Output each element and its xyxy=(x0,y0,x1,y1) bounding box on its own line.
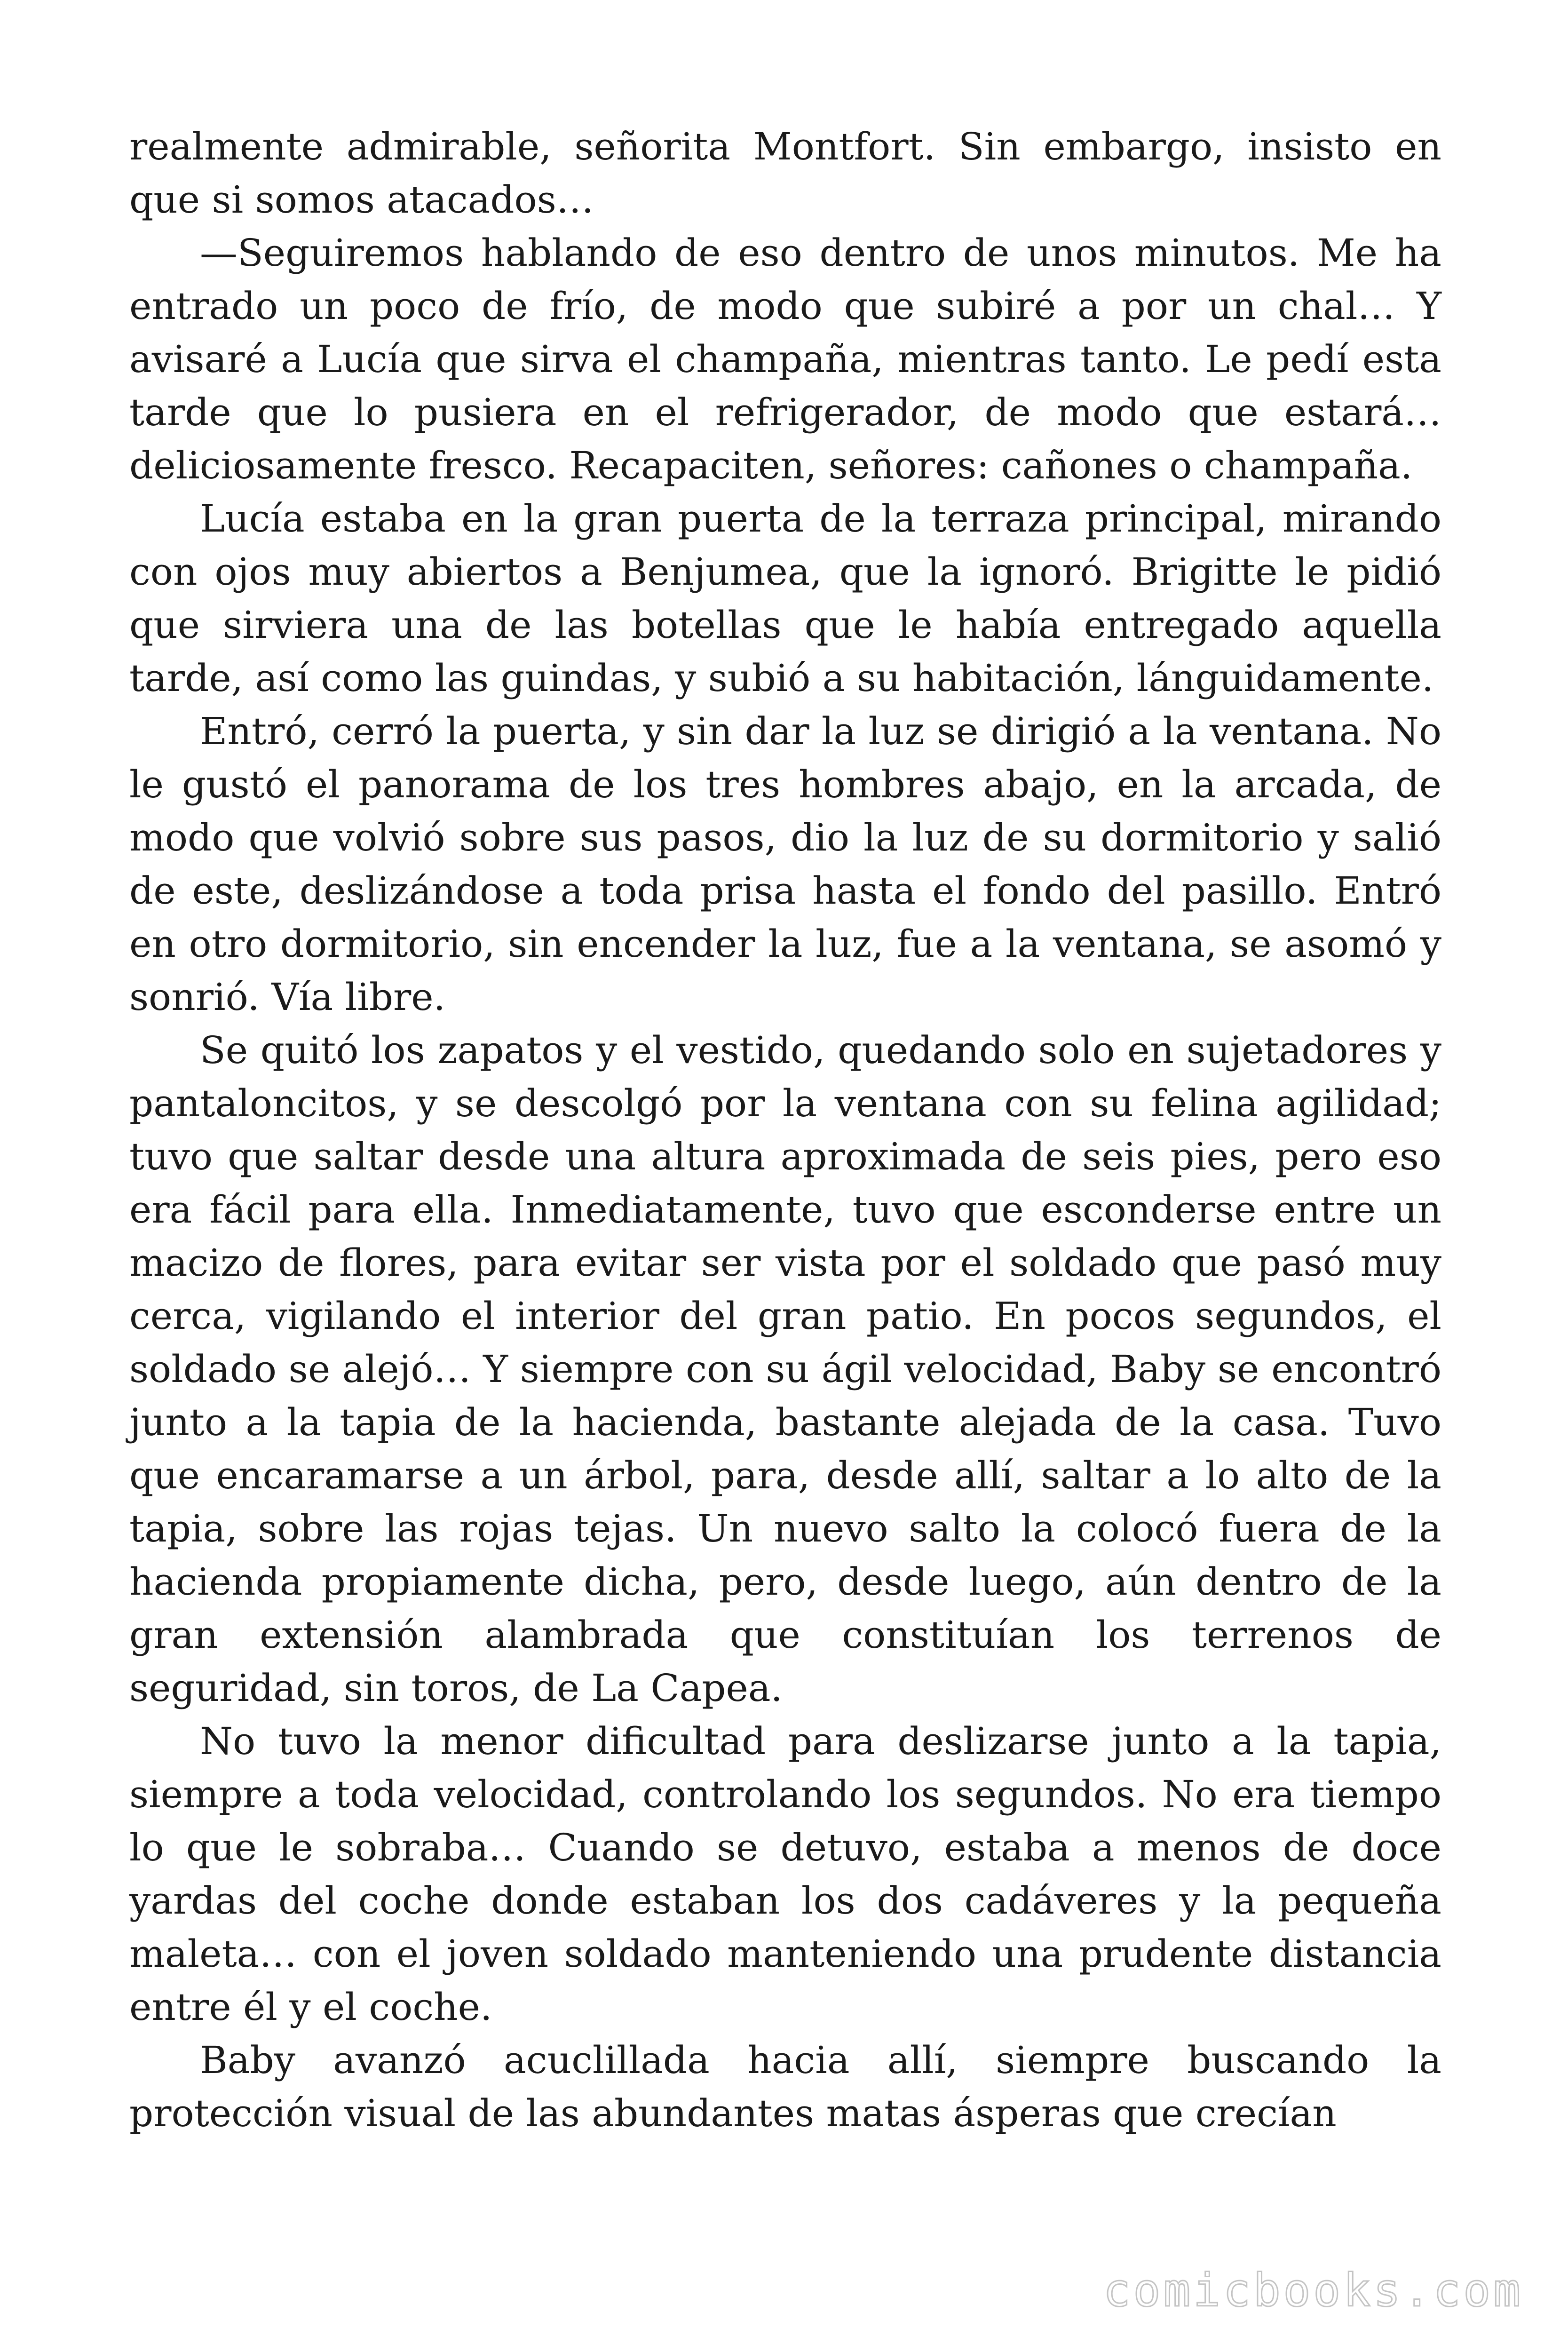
source-watermark: comicbooks.com xyxy=(1103,2264,1523,2317)
paragraph-6: No tuvo la menor dificultad para deslizarse junto a la tapia, siempre a toda velocidad, controlando los segundos. No era tiempo lo que le sobraba… Cuando se detuvo, estaba a menos de doce yardas del coche donde estaban los dos cadáveres y la pequeña maleta… con el joven soldado manteniendo una prudente distancia entre él y el coche. xyxy=(129,1719,1441,2029)
paragraph-1: realmente admirable, señorita Montfort. Sin embargo, insisto en que si somos atacados… xyxy=(129,125,1441,222)
paragraph-5: Se quitó los zapatos y el vestido, quedando solo en sujetadores y pantaloncitos, y se descolgó por la ventana con su felina agilidad; tuvo que saltar desde una altura aproximada de seis pies, pero eso era fácil para ella. Inmediatamente, tuvo que esconderse entre un macizo de flores, para evitar ser vista por el soldado que pasó muy cerca, vigilando el interior del gran patio. En pocos segundos, el soldado se alejó… Y siempre con su ágil velocidad, Baby se encontró junto a la tapia de la hacienda, bastante alejada de la casa. Tuvo que encaramarse a un árbol, para, desde allí, saltar a lo alto de la tapia, sobre las rojas tejas. Un nuevo salto la colocó fuera de la hacienda propiamente dicha, pero, desde luego, aún dentro de la gran extensión alambrada que constituían los terrenos de seguridad, sin toros, de La Capea. xyxy=(129,1028,1441,1710)
paragraph-4: Entró, cerró la puerta, y sin dar la luz se dirigió a la ventana. No le gustó el panorama de los tres hombres abajo, en la arcada, de modo que volvió sobre sus pasos, dio la luz de su dormitorio y salió de este, deslizándose a toda prisa hasta el fondo del pasillo. Entró en otro dormitorio, sin encender la luz, fue a la ventana, se asomó y sonrió. Vía libre. xyxy=(129,709,1441,1019)
paragraph-2: —Seguiremos hablando de eso dentro de unos minutos. Me ha entrado un poco de frío, de modo que subiré a por un chal… Y avisaré a Lucía que sirva el champaña, mientras tanto. Le pedí esta tarde que lo pusiera en el refrigerador, de modo que estará… deliciosamente fresco. Recapaciten, señores: cañones o champaña. xyxy=(129,231,1441,487)
page-body-text xyxy=(129,120,1441,2140)
paragraph-3: Lucía estaba en la gran puerta de la terraza principal, mirando con ojos muy abiertos a Benjumea, que la ignoró. Brigitte le pidió que sirviera una de las botellas que le había entregado aquella tarde, así como las guindas, y subió a su habitación, lánguidamente. xyxy=(129,497,1441,700)
paragraph-7: Baby avanzó acuclillada hacia allí, siempre buscando la protección visual de las abundantes matas ásperas que crecían xyxy=(129,2038,1441,2135)
